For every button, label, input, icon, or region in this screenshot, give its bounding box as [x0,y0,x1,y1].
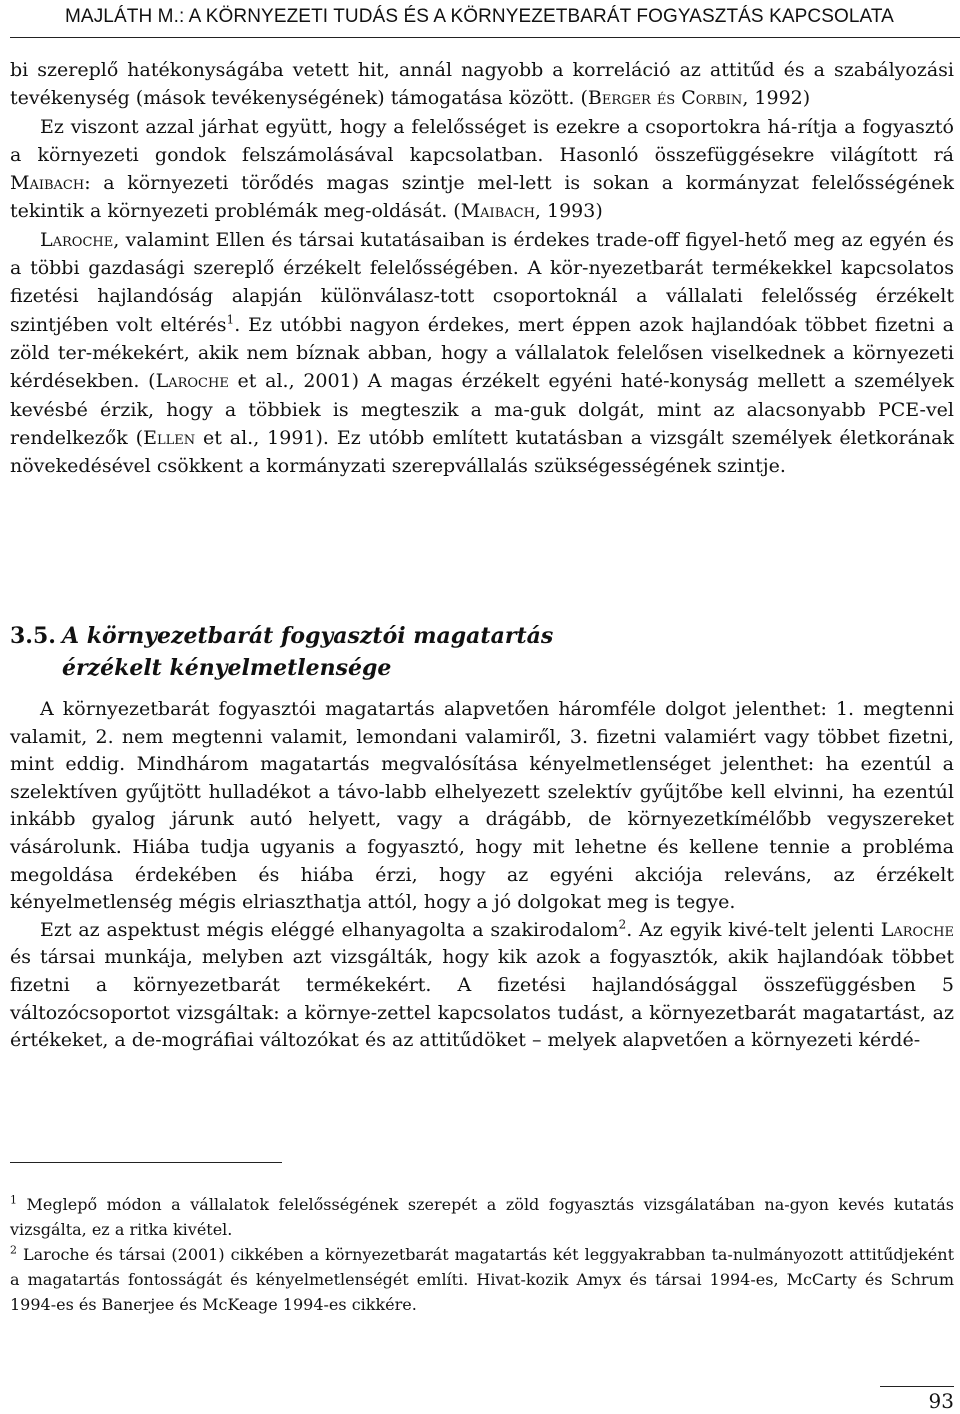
citation: Maibach [460,200,535,223]
footnote-mark: 2 [10,1243,17,1257]
paragraph-3: Laroche, valamint Ellen és társai kutatásaiban is érdekes trade-off figyel-hető meg az egyén és a többi gazdasági szereplő érzékelt felelősségében. A kör-nyezetbarát termékekkel kapcsolatos fizetési hajlandóság alapján különválasz-tott csoportoknál a vállalati felelősség érzékelt szintjében volt eltérés$^1$. Ez utóbbi nagyon érdekes, mert éppen azok hajlandóak többet fizetni a zöld ter-mékekért, akik nem bíznak abban, hogy a vállalatok felelősen viselkednek a környezeti kérdésekben. (Laroche et al., 2001) A magas érzékelt egyéni haté-konyság mellett a személyek kevésbé érzik, hogy a többiek is megteszik a ma-guk dolgát, mint az alacsonyabb PCE-vel rendelkezők (Ellen et al., 1991). Ez utóbb említett kutatásban a vizsgált személyek életkorának növekedésével csökkent a kormányzati szerepvállalás szükségességének szintje. [10,228,955,478]
paragraph-2: Ez viszont azzal járhat együtt, hogy a felelősséget is ezekre a csoportokra há-rítja a fogyasztó a környezeti gondok felszámolásával kapcsolatban. Hasonló összefüggésekre világított rá Maibach: a környezeti törődés magas szintje mel-lett is sokan a kormányzat felelősségének tekintik a környezeti problémák meg-oldását. (Maibach, 1993) [10,115,954,223]
footnotes [10,1192,954,1317]
page-number-rule [880,1386,954,1387]
running-header: MAJLÁTH M.: A KÖRNYEZETI TUDÁS ÉS A KÖRNYEZETBARÁT FOGYASZTÁS KAPCSOLATA [65,6,894,27]
page-number: 93 [928,1389,954,1413]
citation: Laroche [40,228,114,251]
footnote-rule [10,1162,282,1163]
section-text [10,696,954,1055]
section-number: 3.5. [10,623,56,649]
citation: Laroche [155,370,229,393]
footnote-mark: 1 [10,1193,17,1207]
header-rule [10,37,960,38]
footnote-ref-1[interactable]: 1 [226,312,235,327]
citation: Ellen [143,426,196,449]
citation: Berger és Corbin [587,87,743,110]
section-paragraph-2: Ezt az aspektust mégis eléggé elhanyagolta a szakirodalom$^2$. Az egyik kivé-telt jelenti Laroche és társai munkája, melyben azt vizsgálták, hogy kik azok a fogyasztók, akik hajlandóak többet fizetni a környezetbarát termékekért. A fizetési hajlandósággal összefüggésben 5 változócsoportot vizsgáltak: a környe-zettel kapcsolatos tudást, a környezetbarát magatartást, az értékeket, a de-mográfiai változókat és az attitűdöket – melyek alapvetően a környezeti kérdé- [10,917,954,1052]
section-title-line-2: érzékelt kényelmetlensége [62,655,392,681]
footnote-ref-2[interactable]: 2 [618,917,627,932]
section-heading [10,620,954,684]
footnote-1: $^1$ Meglepő módon a vállalatok felelősségének szerepét a zöld fogyasztás vizsgálatában na-gyon kevés kutatás vizsgálta, ez a ritka kivétel. [10,1193,954,1239]
section-title-line-1: A környezetbarát fogyasztói magatartás [62,623,554,649]
body-text [10,56,954,480]
citation: Laroche [880,918,954,941]
paragraph-1: bi szereplő hatékonyságába vetett hit, annál nagyobb a korreláció az attitűd és a szabályozási tevékenység (mások tevékenységének) támogatása között. (Berger és Corbin, 1992) [10,59,954,110]
document-page [10,0,954,1414]
footnote-2: $^2$ Laroche és társai (2001) cikkében a környezetbarát magatartás két leggyakrabban ta-nulmányozott attitűdjeként a magatartás fontosságát és kényelmetlenségét említi. Hivat-kozik Amyx és társai 1994-es, McCarty és Schrum 1994-es és Banerjee és McKeage 1994-es cikkére. [10,1243,954,1314]
section-paragraph-1: A környezetbarát fogyasztói magatartás alapvetően háromféle dolgot jelenthet: 1. megtenni valamit, 2. nem megtenni valamit, lemondani valamiről, 3. fizetni valamiért vagy többet fizetni, mint eddig. Mindhárom magatartás megvalósítása kényelmetlenséget jelenthet: ha ezentúl a szelektíven gyűjtött hulladékot a távo-labb elhelyezett szelektív gyűjtőbe kell elvinni, ha ezentúl inkább gyalog járunk autó helyett, vagy a drágább, de környezetkímélőbb vegyszereket vásárolunk. Hiába tudja ugyanis a fogyasztó, hogy mit lehetne és kellene tennie a probléma megoldása érdekében és hiába érzi, hogy az egyéni akciója releváns, az érzékelt kényelmetlenség mégis elriaszthatja attól, hogy a jó dolgokat meg is tegye. [10,698,954,914]
citation: Maibach [10,172,85,195]
